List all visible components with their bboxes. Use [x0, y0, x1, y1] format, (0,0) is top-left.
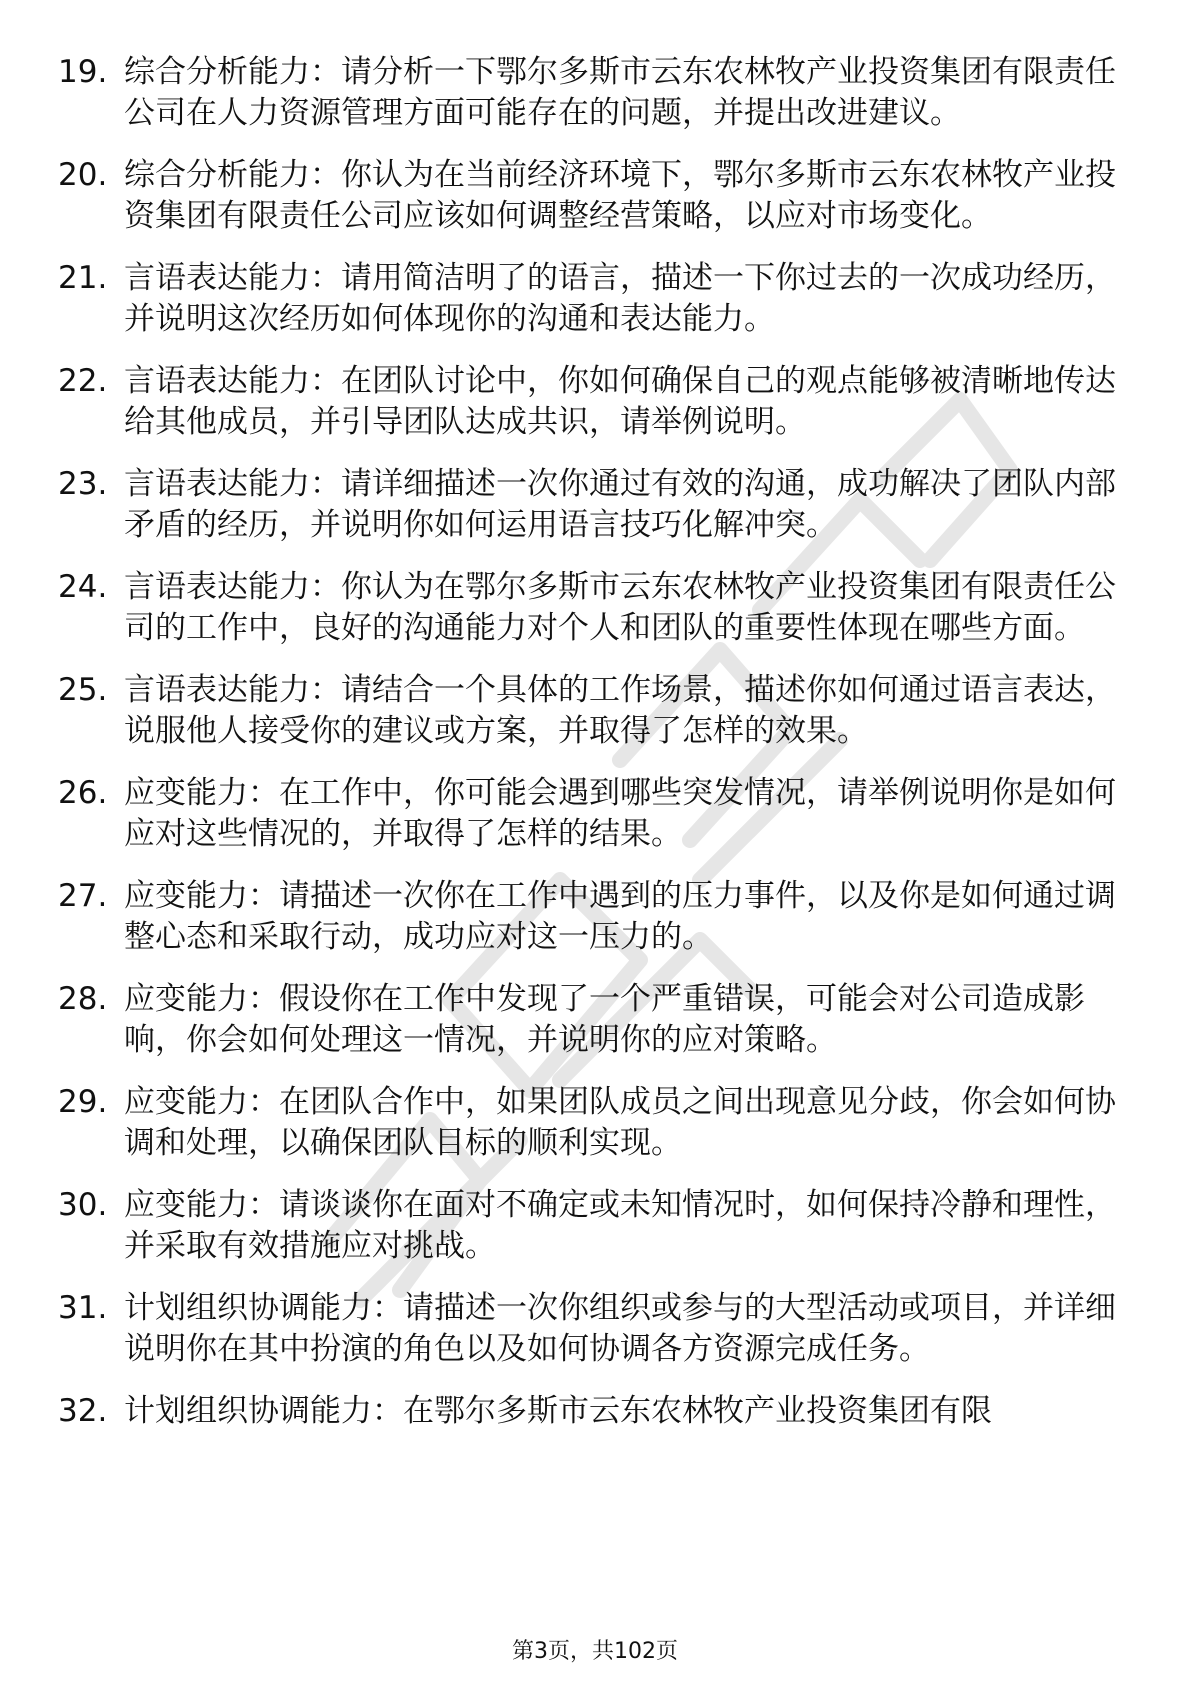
- question-text: 计划组织协调能力：请描述一次你组织或参与的大型活动或项目，并详细说明你在其中扮演的角色以及如何协调各方资源完成任务。: [124, 1290, 1116, 1367]
- question-number: 21.: [58, 260, 108, 296]
- question-number: 28.: [58, 981, 108, 1017]
- question-number: 31.: [58, 1290, 108, 1326]
- page-footer: 第3页，共102页: [512, 1639, 678, 1664]
- question-number: 19.: [58, 54, 108, 90]
- question-item: [58, 876, 1118, 958]
- question-text: 应变能力：假设你在工作中发现了一个严重错误，可能会对公司造成影响，你会如何处理这一情况，并说明你的应对策略。: [124, 981, 1085, 1058]
- question-text: 言语表达能力：在团队讨论中，你如何确保自己的观点能够被清晰地传达给其他成员，并引导团队达成共识，请举例说明。: [124, 363, 1116, 440]
- question-text: 计划组织协调能力：在鄂尔多斯市云东农林牧产业投资集团有限: [124, 1393, 992, 1429]
- question-number: 22.: [58, 363, 108, 399]
- question-item: [58, 670, 1118, 752]
- question-number: 20.: [58, 157, 108, 193]
- question-text: 言语表达能力：请详细描述一次你通过有效的沟通，成功解决了团队内部矛盾的经历，并说明你如何运用语言技巧化解冲突。: [124, 466, 1116, 543]
- question-item: [58, 52, 1118, 134]
- question-item: [58, 773, 1118, 855]
- question-number: 27.: [58, 878, 108, 914]
- question-text: 言语表达能力：你认为在鄂尔多斯市云东农林牧产业投资集团有限责任公司的工作中，良好的沟通能力对个人和团队的重要性体现在哪些方面。: [124, 569, 1116, 646]
- question-text: 综合分析能力：你认为在当前经济环境下，鄂尔多斯市云东农林牧产业投资集团有限责任公司应该如何调整经营策略，以应对市场变化。: [124, 157, 1116, 234]
- question-item: [58, 1185, 1118, 1267]
- question-text: 应变能力：在团队合作中，如果团队成员之间出现意见分歧，你会如何协调和处理，以确保团队目标的顺利实现。: [124, 1084, 1116, 1161]
- question-item: [58, 1082, 1118, 1164]
- question-number: 23.: [58, 466, 108, 502]
- question-list: [58, 52, 1118, 1453]
- question-item: [58, 464, 1118, 546]
- question-item: [58, 567, 1118, 649]
- question-number: 32.: [58, 1393, 108, 1429]
- question-text: 综合分析能力：请分析一下鄂尔多斯市云东农林牧产业投资集团有限责任公司在人力资源管理方面可能存在的问题，并提出改进建议。: [124, 54, 1116, 131]
- question-number: 26.: [58, 775, 108, 811]
- question-item: [58, 1391, 1118, 1432]
- question-item: [58, 258, 1118, 340]
- question-item: [58, 1288, 1118, 1370]
- question-text: 应变能力：在工作中，你可能会遇到哪些突发情况，请举例说明你是如何应对这些情况的，并取得了怎样的结果。: [124, 775, 1116, 852]
- question-item: [58, 361, 1118, 443]
- question-item: [58, 155, 1118, 237]
- question-text: 言语表达能力：请结合一个具体的工作场景，描述你如何通过语言表达，说服他人接受你的建议或方案，并取得了怎样的效果。: [124, 672, 1116, 749]
- question-number: 29.: [58, 1084, 108, 1120]
- question-number: 25.: [58, 672, 108, 708]
- question-number: 30.: [58, 1187, 108, 1223]
- question-text: 应变能力：请描述一次你在工作中遇到的压力事件，以及你是如何通过调整心态和采取行动，成功应对这一压力的。: [124, 878, 1116, 955]
- question-number: 24.: [58, 569, 108, 605]
- question-text: 应变能力：请谈谈你在面对不确定或未知情况时，如何保持冷静和理性，并采取有效措施应对挑战。: [124, 1187, 1116, 1264]
- question-item: [58, 979, 1118, 1061]
- question-text: 言语表达能力：请用简洁明了的语言，描述一下你过去的一次成功经历，并说明这次经历如何体现你的沟通和表达能力。: [124, 260, 1116, 337]
